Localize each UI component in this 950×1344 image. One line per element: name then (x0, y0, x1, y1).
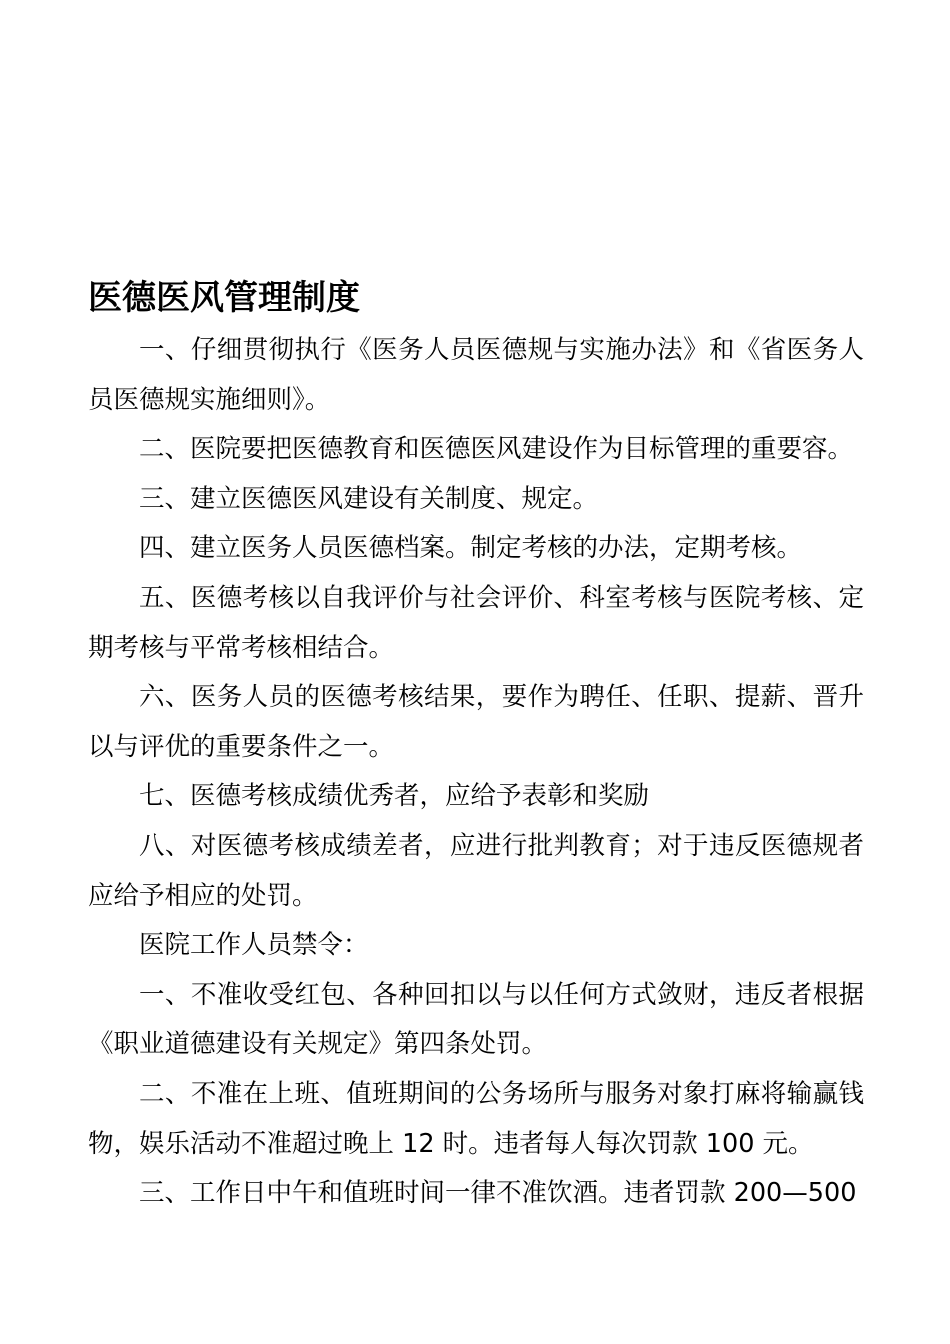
paragraph-5: 五、医德考核以自我评价与社会评价、科室考核与医院考核、定期考核与平常考核相结合。 (88, 582, 864, 663)
document-title: 医德医风管理制度 (88, 278, 360, 318)
prohibitions-heading: 医院工作人员禁令： (139, 930, 369, 961)
paragraph-6: 六、医务人员的医德考核结果，要作为聘任、任职、提薪、晋升以与评优的重要条件之一。 (88, 682, 864, 762)
paragraph-4: 四、建立医务人员医德档案。制定考核的办法，定期考核。 (139, 533, 803, 564)
prohibition-1: 一、不准收受红包、各种回扣以与以任何方式敛财，违反者根据《职业道德建设有关规定》第四条处罚。 (88, 979, 864, 1060)
paragraph-2: 二、医院要把医德教育和医德医风建设作为目标管理的重要容。 (139, 434, 854, 465)
paragraph-3: 三、建立医德医风建设有关制度、规定。 (139, 483, 599, 514)
document-page (88, 272, 864, 1219)
paragraph-1: 一、仔细贯彻执行《医务人员医德规与实施办法》和《省医务人员医德规实施细则》。 (88, 335, 864, 415)
paragraph-8: 八、对医德考核成绩差者，应进行批判教育；对于违反医德规者应给予相应的处罚。 (88, 830, 864, 911)
prohibition-2: 二、不准在上班、值班期间的公务场所与服务对象打麻将输赢钱物，娱乐活动不准超过晚上 12 时。违者每人每次罚款 100 元。 (88, 1078, 864, 1159)
prohibition-3: 三、工作日中午和值班时间一律不准饮酒。违者罚款 200—500 (139, 1178, 857, 1209)
paragraph-7: 七、医德考核成绩优秀者，应给予表彰和奖励 (139, 781, 650, 812)
